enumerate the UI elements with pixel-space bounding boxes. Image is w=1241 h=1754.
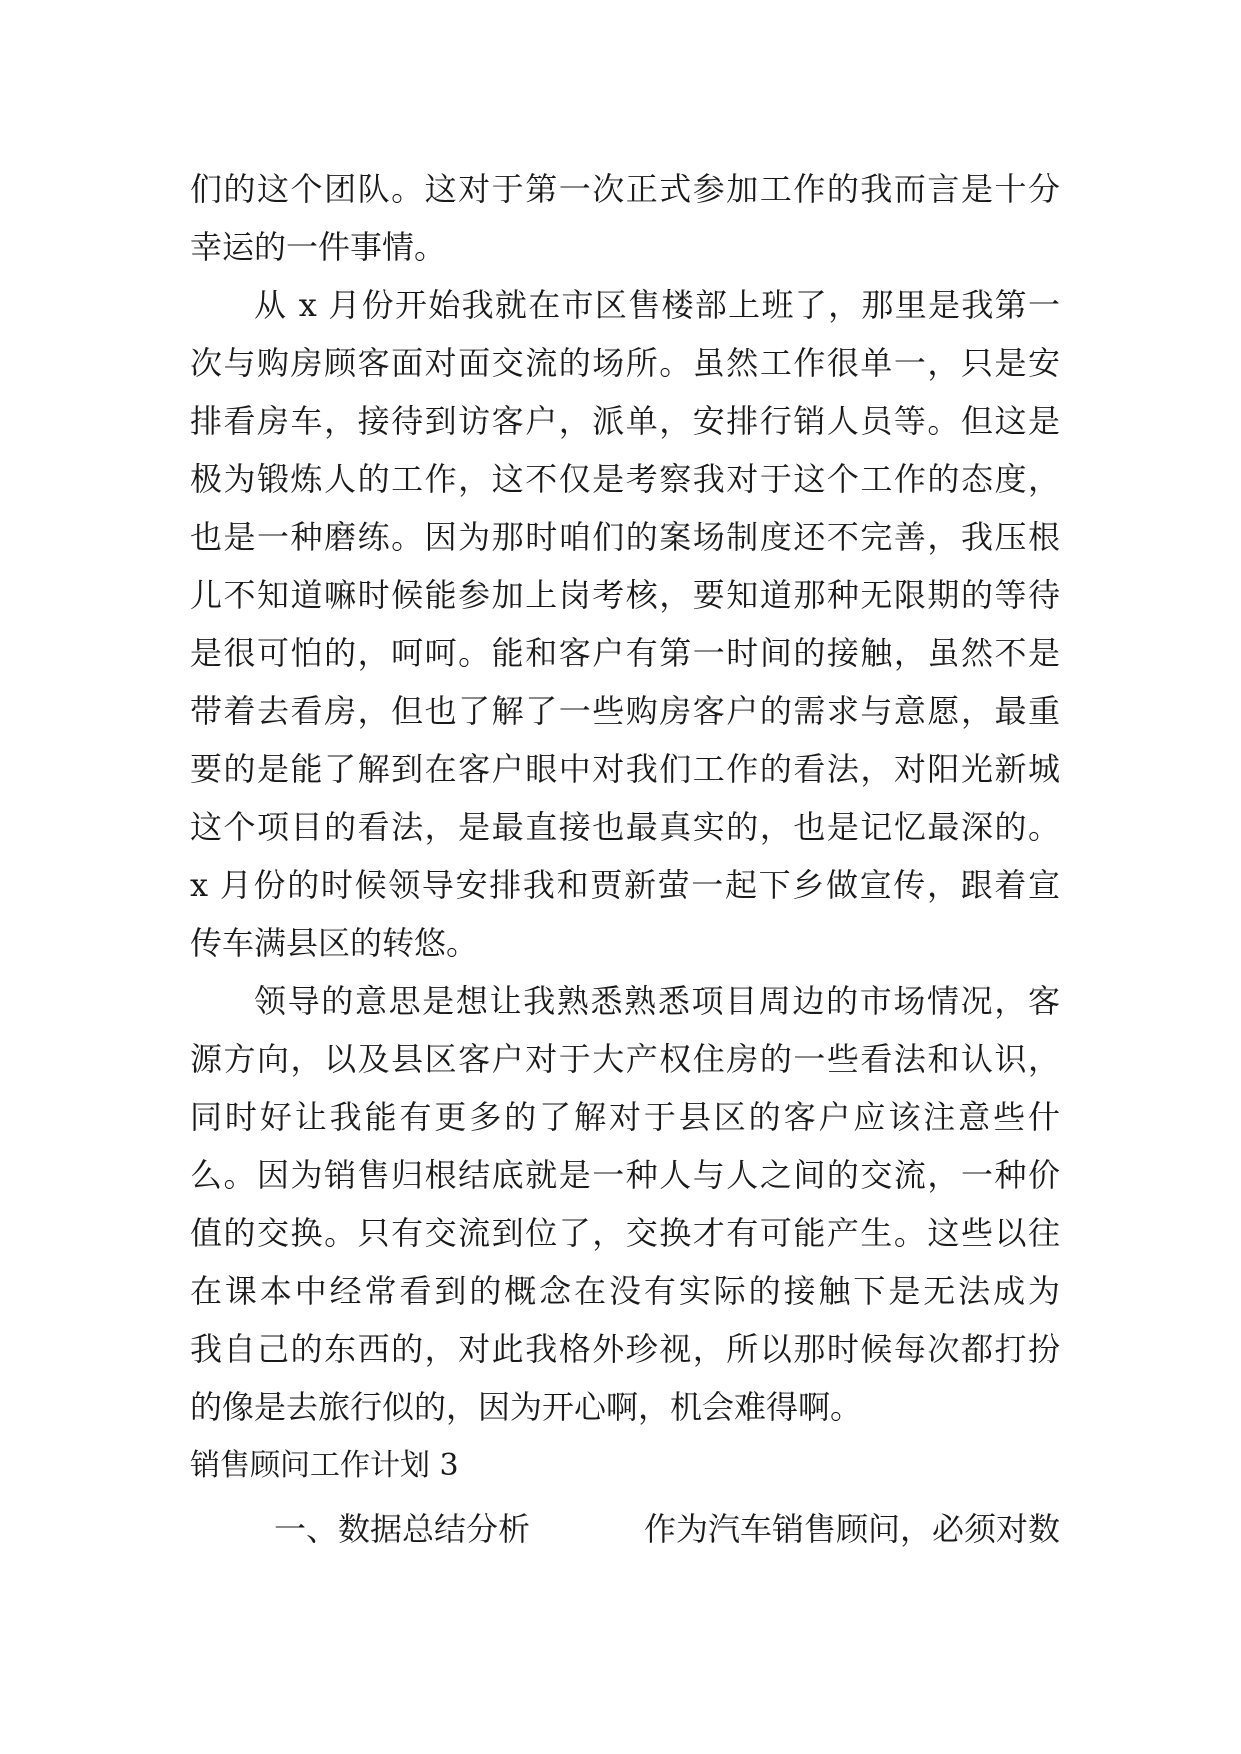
paragraph-line: 的像是去旅行似的，因为开心啊，机会难得啊。	[190, 1388, 863, 1426]
paragraph-line: 幸运的一件事情。	[190, 228, 447, 266]
paragraph-line: 次与购房顾客面对面交流的场所。虽然工作很单一，只是安	[190, 344, 1060, 382]
paragraph-line: 这个项目的看法，是最直接也最真实的，也是记忆最深的。	[190, 808, 1060, 846]
paragraph-line: 带着去看房，但也了解了一些购房客户的需求与意愿，最重	[190, 692, 1060, 730]
paragraph-line: 我自己的东西的，对此我格外珍视，所以那时候每次都打扮	[190, 1330, 1060, 1368]
subsection-line	[190, 1496, 1060, 1562]
paragraph-line: 极为锻炼人的工作，这不仅是考察我对于这个工作的态度，	[190, 460, 1060, 498]
paragraph-line: 也是一种磨练。因为那时咱们的案场制度还不完善，我压根	[190, 518, 1060, 556]
subsection-title: 一、数据总结分析	[274, 1510, 531, 1548]
paragraph-line: x 月份的时候领导安排我和贾新萤一起下乡做宣传，跟着宣	[190, 866, 1060, 904]
paragraph-line: 值的交换。只有交流到位了，交换才有可能产生。这些以往	[190, 1214, 1060, 1252]
paragraph-line: 排看房车，接待到访客户，派单，安排行销人员等。但这是	[190, 402, 1060, 440]
paragraph-line: 在课本中经常看到的概念在没有实际的接触下是无法成为	[190, 1272, 1060, 1310]
paragraph-line: 传车满县区的转悠。	[190, 924, 479, 962]
subsection-text: 作为汽车销售顾问，必须对数	[643, 1510, 1060, 1548]
paragraph-line: 从 x 月份开始我就在市区售楼部上班了，那里是我第一	[254, 286, 1060, 324]
paragraph-line: 要的是能了解到在客户眼中对我们工作的看法，对阳光新城	[190, 750, 1060, 788]
paragraph-line: 同时好让我能有更多的了解对于县区的客户应该注意些什	[190, 1098, 1060, 1136]
paragraph-line: 领导的意思是想让我熟悉熟悉项目周边的市场情况，客	[254, 982, 1060, 1020]
paragraph-line: 源方向，以及县区客户对于大产权住房的一些看法和认识，	[190, 1040, 1060, 1078]
paragraph-line: 么。因为销售归根结底就是一种人与人之间的交流，一种价	[190, 1156, 1060, 1194]
document-body	[190, 160, 1060, 1562]
section-title: 销售顾问工作计划 3	[190, 1448, 459, 1483]
paragraph-line: 儿不知道嘛时候能参加上岗考核，要知道那种无限期的等待	[190, 576, 1060, 614]
paragraph-line: 们的这个团队。这对于第一次正式参加工作的我而言是十分	[190, 170, 1060, 208]
paragraph-line: 是很可怕的，呵呵。能和客户有第一时间的接触，虽然不是	[190, 634, 1060, 672]
